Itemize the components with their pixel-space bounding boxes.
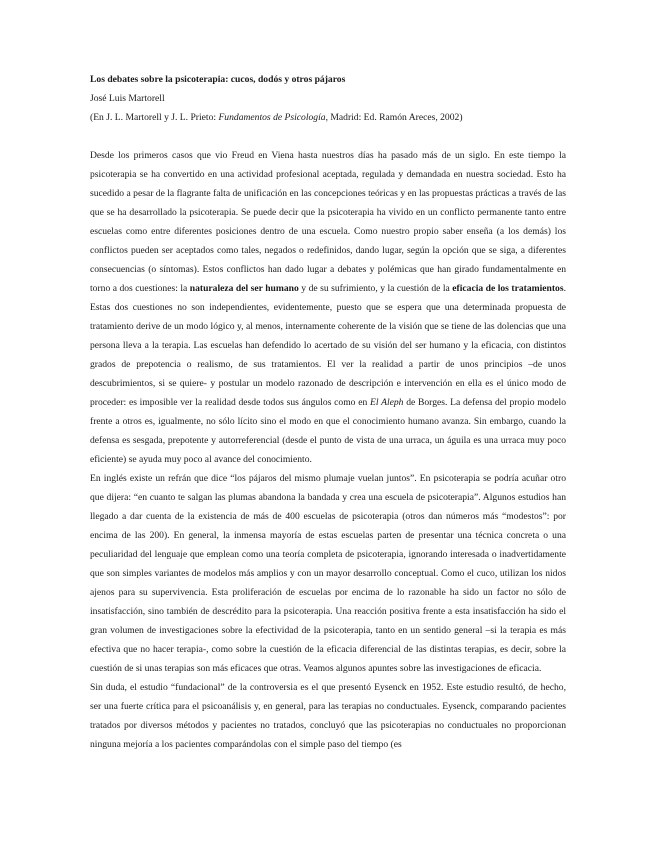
- paragraph-2: En inglés existe un refrán que dice “los pájaros del mismo plumaje vuelan juntos”. En psicoterapia se podría acuñar otro que dijera: “en cuanto te salgan las plumas abandona la bandada y crea una escuela de psicoterapia”. Algunos estudios han llegado a dar cuenta de la existencia de más de 400 escuelas de psicoterapia (otros dan números más “modestos”: por encima de las 200). En general, la inmensa mayoría de estas escuelas parten de presentar una técnica concreta o una peculiaridad del lenguaje que emplean como una teoría completa de psicoterapia, ignorando interesada o inadvertidamente que son simples variantes de modelos más amplios y con un mayor desarrollo conceptual. Como el cuco, utilizan los nidos ajenos para su supervivencia. Esta proliferación de escuelas por encima de lo razonable ha sido un factor no sólo de insatisfacción, sino también de descrédito para la psicoterapia. Una reacción positiva frente a esta insatisfacción ha sido el gran volumen de investigaciones sobre la efectividad de la psicoterapia, tanto en un sentido general –si la terapia es más efectiva que no hacer terapia-, como sobre la cuestión de la eficacia diferencial de las distintas terapias, es decir, sobre la cuestión de si unas terapias son más eficaces que otras. Veamos algunos apuntes sobre las investigaciones de eficacia.: [90, 473, 566, 674]
- source-prefix: (En J. L. Martorell y J. L. Prieto:: [90, 112, 219, 123]
- paragraph-1-text-e: de Borges. La defensa del propio modelo frente a otros es, igualmente, no sólo lícito sino el modo en que el conocimiento humano avanza. Sin embargo, cuando la defensa es sesgada, prepotente y autorreferencial (desde el punto de vista de una urraca, un águila es una urraca muy poco eficiente) se ayuda muy poco al avance del conocimiento.: [90, 397, 566, 465]
- paragraph-1-bold-2: eficacia de los tratamientos: [452, 283, 564, 294]
- paragraph-1-bold-1: naturaleza del ser humano: [189, 283, 299, 294]
- paragraph-1-text-c: y de su sufrimiento, y la cuestión de la: [298, 283, 453, 294]
- source-citation: [90, 108, 566, 127]
- source-suffix: , Madrid: Ed. Ramón Areces, 2002): [325, 112, 463, 123]
- paragraph-1-text-d: . Estas dos cuestiones no son independientes, evidentemente, puesto que se espera que una determinada propuesta de tratamiento derive de un modo lógico y, al menos, internamente coherente de la visión que se tiene de las dolencias que una persona lleva a la terapia. Las escuelas han defendido lo acertado de su visión del ser humano y la eficacia, con distintos grados de prepotencia o realismo, de sus tratamientos. El ver la realidad a partir de unos principios –de unos descubrimientos, si se quiere- y postular un modelo razonado de descripción e intervención en ella es el único modo de proceder: es imposible ver la realidad desde todos sus ángulos como en: [90, 283, 566, 408]
- source-book-title: Fundamentos de Psicología: [218, 112, 326, 123]
- author-line: José Luis Martorell: [90, 93, 165, 104]
- document-page: [90, 70, 566, 754]
- paragraph-1-italic-1: El Aleph: [370, 397, 404, 408]
- blank-line: [90, 127, 566, 146]
- document-title: Los debates sobre la psicoterapia: cucos, dodós y otros pájaros: [90, 74, 346, 85]
- paragraph-1-text-a: Desde los primeros casos que vio Freud en Viena hasta nuestros días ha pasado más de un siglo. En este tiempo la psicoterapia se ha convertido en una actividad profesional aceptada, regulada y demandada en nuestra sociedad. Esto ha sucedido a pesar de la flagrante falta de unificación en las concepciones teóricas y en las propuestas prácticas a través de las que se ha desarrollado la psicoterapia. Se puede decir que la psicoterapia ha vivido en un conflicto permanente tanto entre escuelas como entre diferentes posiciones dentro de una escuela. Como nuestro propio saber enseña (a los demás) los conflictos pueden ser aceptados como tales, negados o redefinidos, dando lugar, según la opción que se siga, a diferentes consecuencias (o síntomas). Estos conflictos han dado lugar a debates y polémicas que han girado fundamentalmente en torno a dos cuestiones: la: [90, 150, 567, 294]
- paragraph-1: [90, 146, 566, 469]
- paragraph-3: Sin duda, el estudio “fundacional” de la controversia es el que presentó Eysenck en 1952. Este estudio resultó, de hecho, ser una fuerte crítica para el psicoanálisis y, en general, para las terapias no conductuales. Eysenck, comparando pacientes tratados por diversos métodos y pacientes no tratados, concluyó que las psicoterapias no conductuales no proporcionan ninguna mejoría a los pacientes comparándolas con el simple paso del tiempo (es: [90, 682, 566, 750]
